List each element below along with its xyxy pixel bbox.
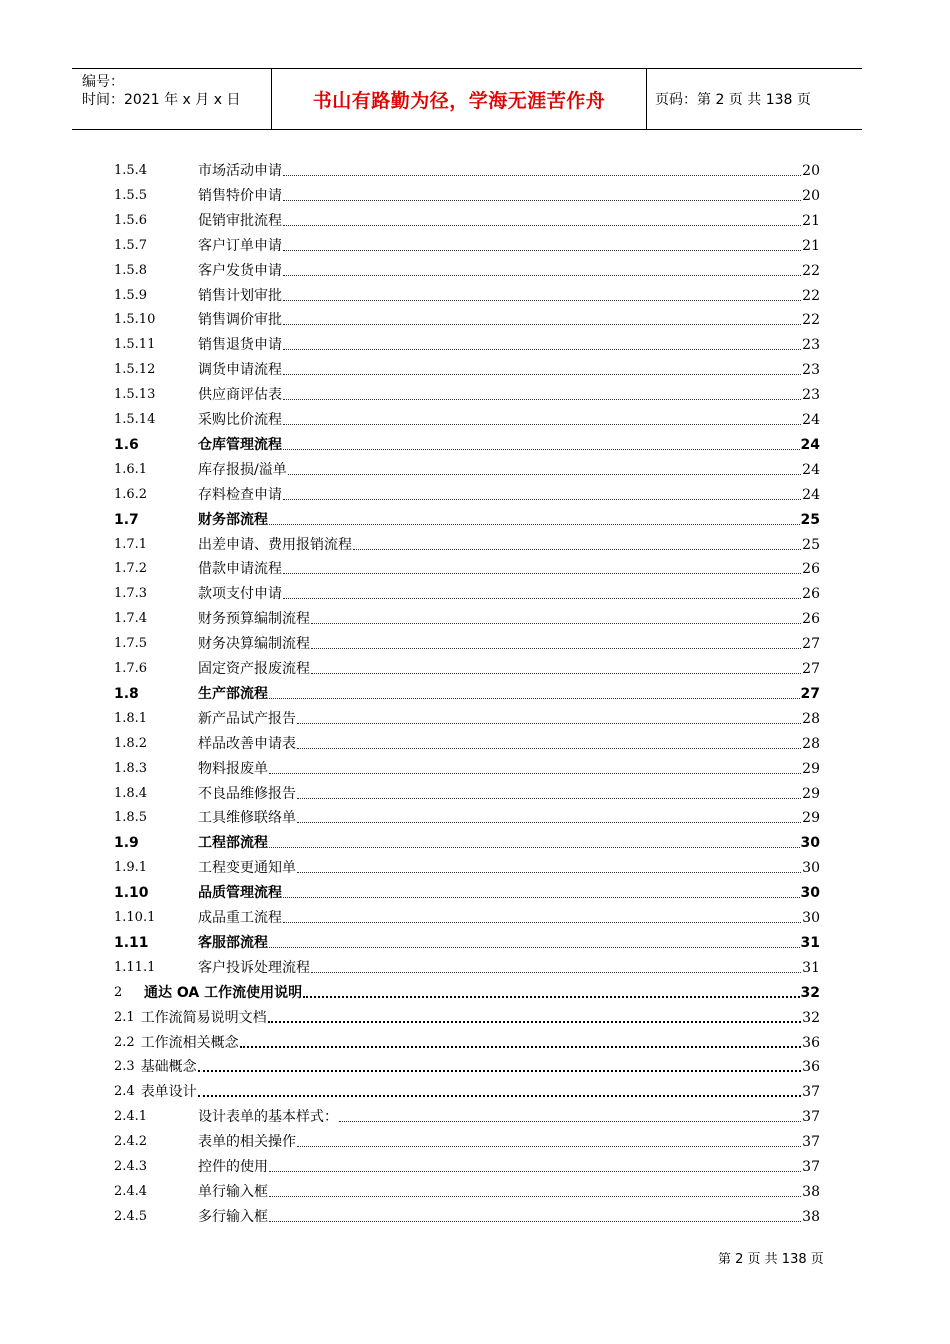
toc-dot-leader [268,1020,801,1023]
toc-entry-number: 1.5.12 [114,362,156,378]
toc-entry-title: 存料检查申请 [198,486,282,503]
toc-entry-number: 1.8.3 [114,760,148,776]
toc-entry-title: 工作流简易说明文档 [140,1009,267,1026]
toc-entry-title: 借款申请流程 [198,561,282,578]
toc-dot-leader [269,1220,801,1222]
toc-entry-title: 固定资产报废流程 [198,661,310,677]
header-page-label: 页码：第 2 页 共 138 页 [655,92,811,108]
toc-dot-leader [283,224,801,226]
toc-dot-leader [283,448,800,450]
toc-entry-title: 销售计划审批 [198,287,282,304]
toc-dot-leader [283,274,801,276]
toc-entry-number: 1.9.1 [114,860,148,876]
time-label: 时间：2021 年 x 月 x 日 [82,92,241,108]
toc-entry-page: 29 [802,760,820,777]
toc-dot-leader [311,971,801,973]
toc-entry-number: 1.6.2 [114,486,148,502]
toc-entry[interactable] [114,654,820,678]
toc-entry-page: 30 [802,860,820,877]
toc-entry[interactable] [114,1102,820,1126]
toc-dot-leader [353,548,801,550]
toc-entry-title: 工作流相关概念 [140,1034,239,1051]
toc-entry[interactable] [114,256,820,280]
toc-entry-title: 设计表单的基本样式： [198,1109,338,1126]
page-header [72,68,862,130]
toc-entry-title: 促销审批流程 [198,212,282,229]
toc-dot-leader [283,572,801,574]
toc-entry-number: 2.2 [114,1034,135,1050]
toc-dot-leader [283,921,801,923]
toc-entry[interactable] [114,530,820,554]
toc-entry-page: 28 [802,735,820,752]
toc-entry-page: 20 [802,163,820,179]
toc-dot-leader [283,348,801,350]
toc-entry[interactable] [114,1028,820,1052]
toc-entry-page: 21 [802,237,820,254]
toc-entry-page: 22 [802,262,820,279]
toc-entry[interactable] [114,305,820,329]
toc-entry-number: 1.10 [114,885,149,902]
toc-entry-title: 调货申请流程 [198,362,282,379]
header-page-cell [647,69,862,129]
toc-entry-title: 物料报废单 [198,760,268,777]
toc-entry-number: 1.5.5 [114,187,148,203]
toc-entry[interactable] [114,1003,820,1027]
toc-entry[interactable] [114,1077,820,1101]
toc-entry-number: 1.11.1 [114,959,156,975]
toc-dot-leader [311,647,801,649]
toc-dot-leader [269,772,801,774]
toc-entry-page: 22 [802,312,820,329]
toc-entry-title: 客户投诉处理流程 [198,959,310,976]
toc-entry-title: 财务部流程 [198,511,268,528]
toc-entry-number: 1.8.1 [114,710,148,726]
toc-entry-title: 表单的相关操作 [198,1134,296,1151]
toc-entry-number: 1.5.6 [114,212,148,228]
toc-entry-page: 37 [802,1159,820,1175]
toc-entry-number: 1.5.10 [114,312,156,328]
toc-entry-page: 29 [802,810,820,827]
toc-entry-page: 30 [800,885,820,902]
toc-entry-title: 销售调价审批 [198,312,282,329]
toc-dot-leader [297,797,801,799]
toc-dot-leader [283,398,801,400]
toc-entry-title: 工程变更通知单 [198,860,296,877]
toc-entry-number: 1.7.2 [114,561,148,577]
toc-dot-leader [198,1094,801,1097]
toc-dot-leader [283,597,801,599]
toc-dot-leader [297,821,801,823]
toc-entry-number: 1.5.7 [114,237,148,253]
toc-dot-leader [269,697,800,699]
toc-entry-number: 1.5.9 [114,287,148,303]
toc-entry[interactable] [114,729,820,753]
toc-entry-number: 1.5.11 [114,337,156,353]
toc-entry-number: 1.8 [114,685,139,702]
toc-dot-leader [283,323,801,325]
toc-entry-page: 37 [802,1084,820,1101]
toc-entry-title: 款项支付申请 [198,586,282,603]
toc-entry-page: 25 [800,511,820,528]
toc-entry-title: 品质管理流程 [198,885,282,902]
toc-entry-title: 库存报损/溢单 [198,461,287,478]
toc-entry-number: 2.4.4 [114,1183,148,1199]
toc-entry-number: 1.8.2 [114,735,148,751]
toc-dot-leader [283,373,801,375]
toc-dot-leader [339,1120,801,1122]
toc-entry-title: 出差申请、费用报销流程 [198,536,352,553]
toc-dot-leader [311,622,801,624]
toc-entry-page: 31 [800,934,820,951]
toc-entry-title: 销售退货申请 [198,337,282,354]
toc-entry[interactable] [114,156,820,180]
header-motto-cell [272,69,647,129]
toc-entry-number: 1.7.4 [114,611,148,627]
page-footer [718,1248,824,1267]
toc-entry-page: 24 [802,486,820,503]
toc-entry[interactable] [114,1052,820,1076]
toc-entry[interactable] [114,679,820,703]
toc-entry-page: 23 [802,387,820,404]
toc-entry-number: 1.7.1 [114,536,148,552]
toc-entry-number: 1.7.5 [114,636,148,652]
toc-entry-number: 1.6.1 [114,461,148,477]
toc-dot-leader [303,995,799,998]
toc-entry[interactable] [114,754,820,778]
toc-entry[interactable] [114,978,820,1002]
toc-entry-title: 控件的使用 [198,1159,268,1175]
toc-entry-page: 23 [802,362,820,379]
toc-dot-leader [283,299,801,301]
toc-entry-page: 28 [802,710,820,727]
toc-entry-title: 销售特价申请 [198,187,282,204]
toc-entry-page: 32 [800,984,820,1001]
toc-dot-leader [269,846,800,848]
toc-dot-leader [297,871,801,873]
toc-entry-page: 24 [800,436,820,453]
toc-entry-number: 2.4.2 [114,1134,148,1150]
toc-entry[interactable] [114,903,820,927]
toc-entry[interactable] [114,629,820,653]
toc-entry[interactable] [114,206,820,230]
toc-entry-title: 单行输入框 [198,1183,268,1200]
toc-entry[interactable] [114,455,820,479]
toc-entry[interactable] [114,505,820,529]
toc-entry-page: 22 [802,287,820,304]
toc-entry[interactable] [114,803,820,827]
toc-dot-leader [283,249,801,251]
toc-entry[interactable] [114,380,820,404]
toc-dot-leader [297,747,801,749]
toc-entry-number: 2 [114,984,123,1000]
toc-entry[interactable] [114,779,820,803]
toc-entry-page: 37 [802,1134,820,1151]
toc-entry[interactable] [114,430,820,454]
toc-entry-page: 24 [802,461,820,478]
toc-entry-title: 工具维修联络单 [198,810,296,827]
footer-page-label: 第 2 页 共 138 页 [718,1252,824,1267]
toc-entry-number: 2.4.3 [114,1159,148,1174]
toc-dot-leader [297,1145,801,1147]
motto: 书山有路勤为径，学海无涯苦作舟 [312,89,606,112]
header-meta-cell [72,69,272,129]
toc-entry-number: 1.9 [114,835,139,852]
toc-entry[interactable] [114,554,820,578]
toc-entry-number: 2.3 [114,1059,135,1075]
toc-entry-number: 1.8.4 [114,785,148,801]
toc-entry[interactable] [114,1177,820,1201]
toc-dot-leader [283,896,800,898]
toc-entry[interactable] [114,330,820,354]
toc-entry[interactable] [114,1202,820,1226]
toc-entry-title: 客户发货申请 [198,262,282,279]
toc-entry-title: 财务决算编制流程 [198,636,310,653]
toc-entry-title: 市场活动申请 [198,163,282,179]
toc-entry[interactable] [114,853,820,877]
toc-entry-page: 21 [802,212,820,229]
toc-entry-number: 2.4.5 [114,1208,148,1224]
toc-entry-title: 财务预算编制流程 [198,611,310,628]
toc-entry-title: 成品重工流程 [198,910,282,926]
toc-entry-page: 27 [802,661,820,677]
toc-entry-number: 1.7.6 [114,661,148,676]
toc-dot-leader [269,946,800,948]
toc-dot-leader [283,423,801,425]
toc-entry[interactable] [114,953,820,977]
toc-entry[interactable] [114,928,820,952]
toc-entry-page: 29 [802,785,820,802]
toc-entry-page: 36 [802,1059,820,1076]
toc-entry-number: 1.5.4 [114,163,148,178]
toc-entry[interactable] [114,579,820,603]
toc-dot-leader [269,1170,801,1172]
toc-entry-title: 客户订单申请 [198,237,282,254]
toc-dot-leader [240,1045,801,1048]
toc-dot-leader [297,722,801,724]
toc-entry-title: 不良品维修报告 [198,785,296,802]
toc-entry-page: 31 [802,959,820,976]
toc-entry[interactable] [114,281,820,305]
toc-entry-page: 32 [802,1009,820,1026]
toc-entry-number: 2.4 [114,1084,135,1100]
toc-entry[interactable] [114,828,820,852]
toc-entry-page: 38 [802,1208,820,1225]
toc-entry-number: 1.5.14 [114,412,156,427]
toc-entry-page: 30 [802,910,820,926]
toc-entry-number: 1.7 [114,511,139,528]
toc-dot-leader [288,473,801,475]
toc-entry-page: 27 [800,685,820,702]
toc-entry[interactable] [114,704,820,728]
toc-entry-page: 26 [802,561,820,578]
toc-entry[interactable] [114,355,820,379]
toc-dot-leader [269,523,800,525]
toc-entry[interactable] [114,405,820,429]
toc-entry-title: 工程部流程 [198,835,268,852]
toc-entry[interactable] [114,878,820,902]
toc-entry-number: 1.5.8 [114,262,148,278]
toc-entry[interactable] [114,1152,820,1176]
toc-dot-leader [283,174,801,176]
toc-entry-title: 通达 OA 工作流使用说明 [144,984,303,1001]
toc-entry-page: 24 [802,412,820,428]
toc-entry-title: 多行输入框 [198,1208,268,1225]
toc-entry-number: 1.7.3 [114,586,148,602]
toc-dot-leader [198,1069,801,1072]
toc-entry-page: 38 [802,1183,820,1200]
toc-entry-title: 供应商评估表 [198,387,282,404]
toc-entry-page: 27 [802,636,820,653]
toc-entry-title: 表单设计 [140,1084,197,1101]
toc-dot-leader [311,672,801,674]
toc-dot-leader [283,498,801,500]
toc-entry-title: 客服部流程 [198,934,268,951]
toc-entry-number: 1.6 [114,436,139,453]
toc-dot-leader [269,1195,801,1197]
toc-entry[interactable] [114,181,820,205]
toc-entry[interactable] [114,480,820,504]
toc-entry-page: 23 [802,337,820,354]
toc-entry-page: 36 [802,1034,820,1051]
toc-dot-leader [283,199,801,201]
toc-entry-title: 生产部流程 [198,685,268,702]
toc-entry-title: 基础概念 [140,1059,197,1076]
toc-entry[interactable] [114,231,820,255]
toc-entry-page: 25 [802,536,820,553]
toc-entry-number: 1.8.5 [114,810,148,826]
toc-entry-number: 1.11 [114,934,149,951]
toc-entry-number: 1.10.1 [114,910,156,925]
toc-entry-title: 采购比价流程 [198,412,282,428]
toc-entry-number: 2.1 [114,1009,135,1025]
toc-entry-title: 仓库管理流程 [198,436,282,453]
toc-entry-page: 37 [802,1109,820,1126]
toc-entry-number: 2.4.1 [114,1109,148,1125]
toc-entry-page: 26 [802,586,820,603]
toc-entry-page: 30 [800,835,820,852]
serial-label: 编号： [82,74,124,90]
toc-entry[interactable] [114,604,820,628]
toc-entry-title: 样品改善申请表 [198,735,296,752]
toc-entry-number: 1.5.13 [114,387,156,403]
toc-entry-page: 26 [802,611,820,628]
toc-entry-title: 新产品试产报告 [198,710,296,727]
toc-entry-page: 20 [802,187,820,204]
toc-entry[interactable] [114,1127,820,1151]
